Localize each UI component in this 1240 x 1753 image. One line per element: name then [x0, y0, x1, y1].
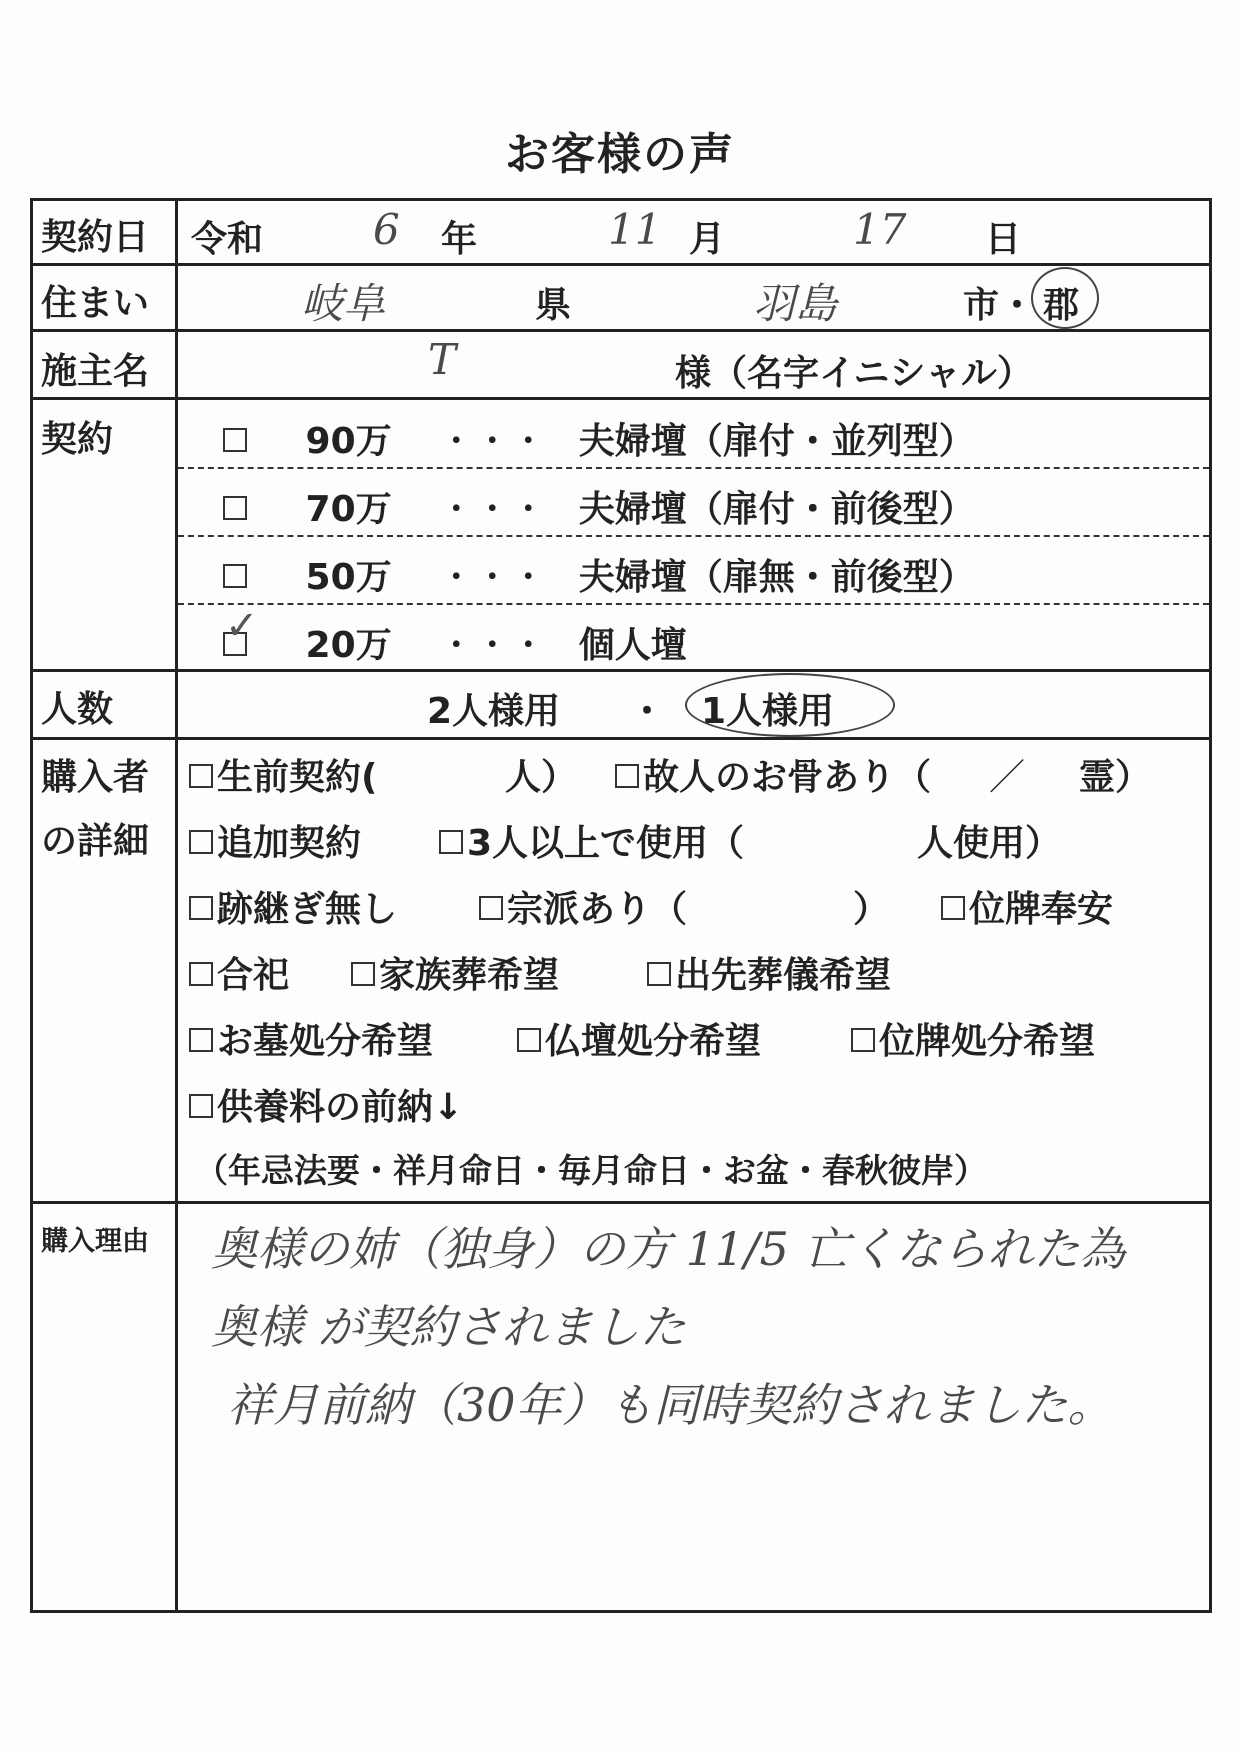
month-unit: 月 — [689, 219, 726, 260]
three-plus-unit: 人使用） — [917, 823, 1062, 864]
tablet-option[interactable]: 位牌奉安 — [941, 881, 1113, 932]
sect-option[interactable]: 宗派あり（ — [479, 881, 687, 932]
dashed-divider — [178, 603, 1209, 605]
reason-line-2: 奥様 が契約されました — [211, 1300, 686, 1354]
pre-contract-unit: 人） — [505, 757, 578, 798]
year-value: 6 — [373, 205, 400, 254]
county-circle-mark — [1031, 267, 1099, 329]
row-divider — [33, 669, 1209, 672]
purchase-reason-label: 購入理由 — [41, 1226, 149, 1257]
buyer-details-label-line1: 購入者 — [41, 757, 150, 798]
additional-contract-option[interactable]: 追加契約 — [189, 815, 361, 866]
prefecture-unit: 県 — [535, 285, 572, 326]
tablet-disposal-option[interactable]: 位牌処分希望 — [851, 1013, 1095, 1064]
contract-option-90[interactable]: 90万 ・・・ 夫婦壇（扉付・並列型） — [223, 413, 975, 464]
contract-label: 契約 — [41, 419, 114, 460]
deceased-remains-option[interactable]: 故人のお骨あり（ — [615, 749, 931, 800]
people-separator: ・ — [629, 691, 666, 732]
three-plus-option[interactable]: 3人以上で使用（ — [439, 815, 744, 866]
reason-line-3: 祥月前納（30年）も同時契約されました。 — [227, 1378, 1114, 1432]
row-divider — [33, 263, 1209, 266]
buyer-details-label-line2: の詳細 — [41, 821, 150, 862]
prefecture-value: 岐阜 — [301, 279, 386, 328]
page-title: お客様の声 — [505, 129, 735, 180]
sect-close: ） — [853, 889, 890, 930]
people-option-two[interactable]: 2人様用 — [427, 691, 561, 732]
contract-option-50[interactable]: 50万 ・・・ 夫婦壇（扉無・前後型） — [223, 549, 975, 600]
pre-contract-option[interactable]: 生前契約( — [189, 749, 377, 800]
joint-burial-option[interactable]: 合祀 — [189, 947, 289, 998]
row-divider — [33, 397, 1209, 400]
prepay-detail: （年忌法要・祥月命日・毎月命日・お盆・春秋彼岸） — [195, 1151, 987, 1190]
people-circle-mark — [685, 673, 895, 737]
city-unit: 市・ — [963, 285, 1036, 326]
row-divider — [33, 1201, 1209, 1204]
label-column-divider — [175, 201, 178, 1610]
era-label: 令和 — [191, 219, 264, 260]
dashed-divider — [178, 467, 1209, 469]
outside-funeral-option[interactable]: 出先葬儀希望 — [647, 947, 891, 998]
checkbox-90[interactable] — [223, 428, 247, 452]
customer-voice-form — [30, 198, 1212, 1613]
day-unit: 日 — [985, 219, 1022, 260]
day-value: 17 — [853, 205, 907, 254]
remains-slash: ／ — [989, 757, 1026, 798]
checkbox-50[interactable] — [223, 564, 247, 588]
dashed-divider — [178, 535, 1209, 537]
check-mark-icon: ✓ — [225, 603, 259, 649]
month-value: 11 — [608, 205, 662, 254]
client-initial-value: T — [428, 335, 457, 384]
remains-unit: 霊） — [1079, 757, 1152, 798]
checkbox-70[interactable] — [223, 496, 247, 520]
altar-disposal-option[interactable]: 仏壇処分希望 — [517, 1013, 761, 1064]
residence-label: 住まい — [41, 283, 150, 324]
city-value: 羽島 — [753, 279, 838, 328]
reason-line-1: 奥様の姉（独身）の方 11/5 亡くなられた為 — [211, 1222, 1126, 1276]
client-name-suffix: 様（名字イニシャル） — [675, 353, 1033, 394]
contract-date-label: 契約日 — [41, 217, 150, 258]
people-option-one[interactable]: 1人様用 — [701, 691, 835, 732]
grave-disposal-option[interactable]: お墓処分希望 — [189, 1013, 433, 1064]
client-name-label: 施主名 — [41, 351, 150, 392]
people-label: 人数 — [41, 689, 114, 730]
no-successor-option[interactable]: 跡継ぎ無し — [189, 881, 397, 932]
row-divider — [33, 737, 1209, 740]
contract-option-70[interactable]: 70万 ・・・ 夫婦壇（扉付・前後型） — [223, 481, 975, 532]
county-unit: 郡 — [1043, 285, 1080, 326]
contract-option-20[interactable]: 20万 ・・・ 個人壇 — [223, 617, 687, 668]
row-divider — [33, 329, 1209, 332]
family-funeral-option[interactable]: 家族葬希望 — [351, 947, 559, 998]
year-unit: 年 — [441, 219, 478, 260]
prepay-option[interactable]: 供養料の前納↓ — [189, 1079, 463, 1130]
